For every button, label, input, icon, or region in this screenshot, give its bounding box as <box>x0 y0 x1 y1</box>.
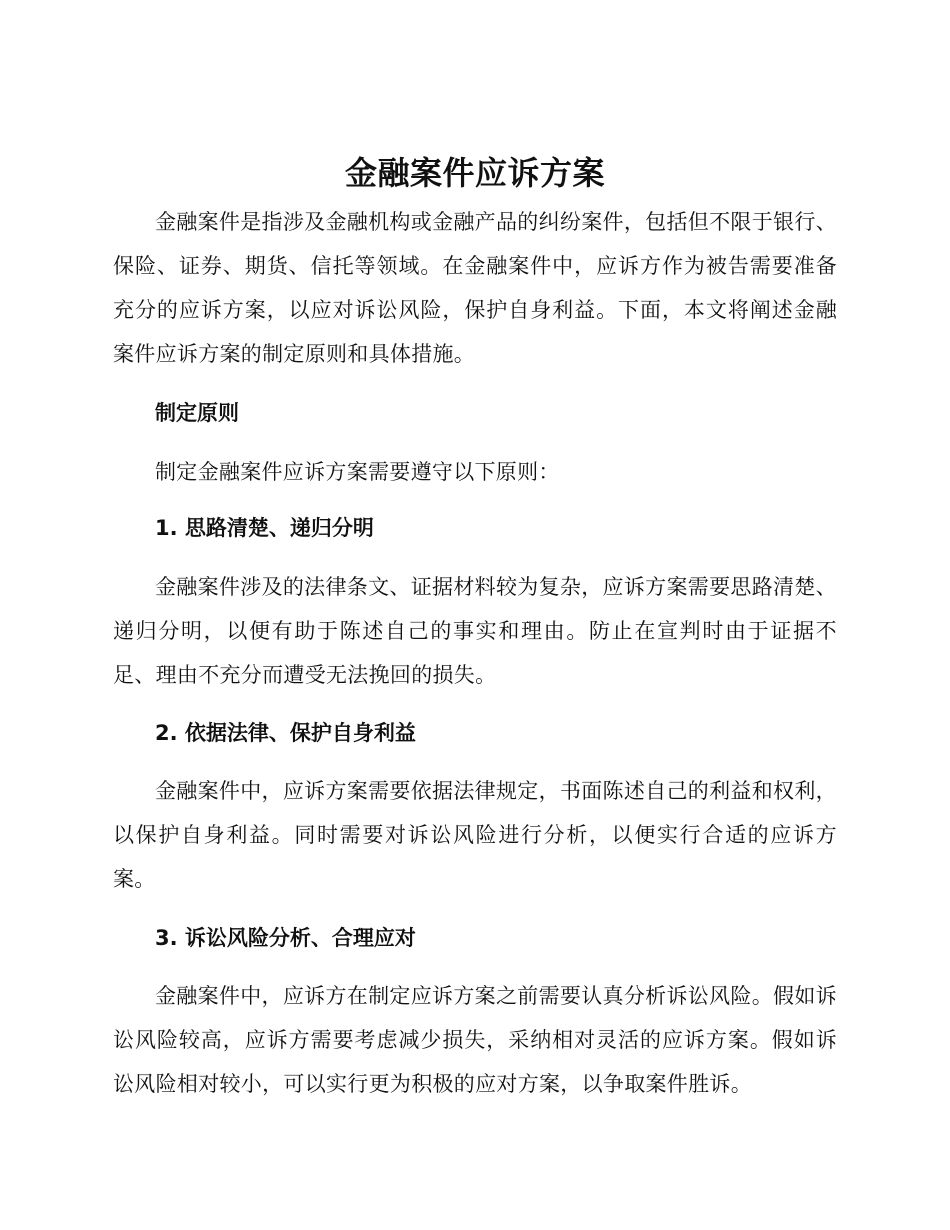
intro-paragraph: 金融案件是指涉及金融机构或金融产品的纠纷案件，包括但不限于银行、保险、证券、期货、信托等领域。在金融案件中，应诉方作为被告需要准备充分的应诉方案，以应对诉讼风险，保护自身利益。下面，本文将阐述金融案件应诉方案的制定原则和具体措施。 <box>113 210 837 366</box>
principle-1-body: 金融案件涉及的法律条文、证据材料较为复杂，应诉方案需要思路清楚、递归分明，以便有助于陈述自己的事实和理由。防止在宣判时由于证据不足、理由不充分而遭受无法挽回的损失。 <box>113 575 837 687</box>
principle-1-heading: 1. 思路清楚、递归分明 <box>155 516 374 540</box>
principle-3-heading: 3. 诉讼风险分析、合理应对 <box>155 926 416 950</box>
principle-3-body: 金融案件中，应诉方在制定应诉方案之前需要认真分析诉讼风险。假如诉讼风险较高，应诉方需要考虑减少损失，采纳相对灵活的应诉方案。假如诉讼风险相对较小，可以实行更为积极的应对方案，以争取案件胜诉。 <box>113 984 837 1096</box>
section-heading: 制定原则 <box>155 401 239 425</box>
principle-2-heading: 2. 依据法律、保护自身利益 <box>155 721 416 745</box>
principle-2-body: 金融案件中，应诉方案需要依据法律规定，书面陈述自己的利益和权利，以保护自身利益。同时需要对诉讼风险进行分析，以便实行合适的应诉方案。 <box>113 779 837 891</box>
document-title: 金融案件应诉方案 <box>344 154 605 192</box>
section-lead-paragraph: 制定金融案件应诉方案需要遵守以下原则： <box>155 460 560 484</box>
